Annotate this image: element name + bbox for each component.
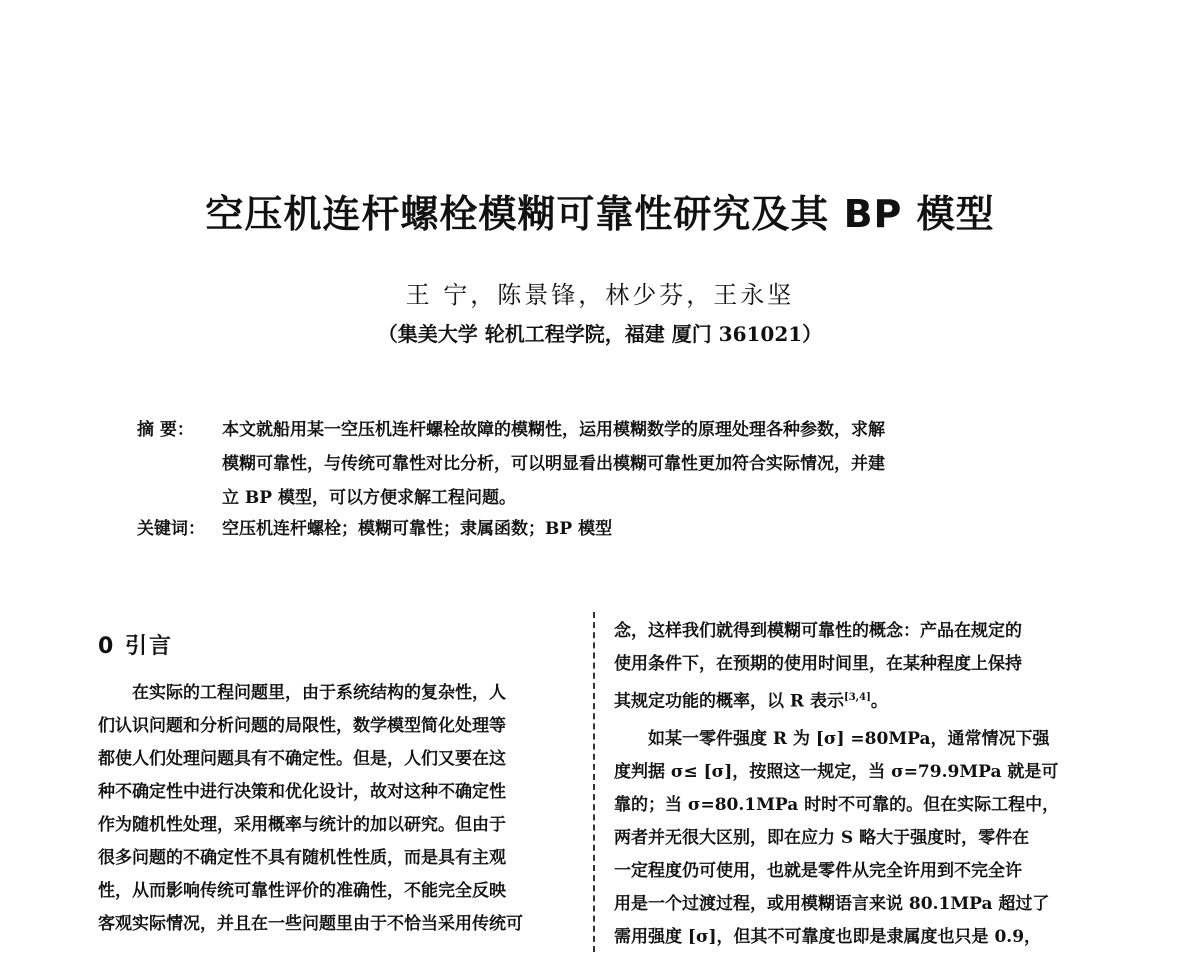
text-line: 都使人们处理问题具有不确定性。但是，人们又要在这 [98, 749, 506, 769]
abstract-line: 立 BP 模型，可以方便求解工程问题。 [222, 488, 516, 508]
text-line: 很多问题的不确定性不具有随机性性质，而是具有主观 [98, 848, 506, 868]
paragraph [98, 677, 573, 941]
paragraph [614, 723, 1094, 954]
text-line: 念，这样我们就得到模糊可靠性的概念：产品在规定的 [614, 621, 1022, 641]
right-column [614, 615, 1094, 954]
abstract-line: 模糊可靠性，与传统可靠性对比分析，可以明显看出模糊可靠性更加符合实际情况，并建 [222, 454, 885, 474]
author-list: 王 宁，陈景锋，林少芬，王永坚 [405, 281, 795, 309]
left-column [98, 630, 573, 941]
text-line: 在实际的工程问题里，由于系统结构的复杂性，人 [132, 683, 506, 703]
column-divider [593, 612, 595, 952]
text-line: 靠的；当 σ=80.1MPa 时时不可靠的。但在实际工程中， [614, 794, 1060, 815]
text-line: 两者并无很大区别，即在应力 S 略大于强度时，零件在 [614, 827, 1030, 848]
paper-title: 空压机连杆螺栓模糊可靠性研究及其 BP 模型 [205, 192, 995, 236]
affiliation: （集美大学 轮机工程学院，福建 厦门 361021） [377, 322, 823, 346]
text-line: 用是一个过渡过程，或用模糊语言来说 80.1MPa 超过了 [614, 893, 1050, 914]
text-line: 需用强度 [σ]，但其不可靠度也即是隶属度也只是 0.9， [614, 926, 1042, 947]
paragraph [614, 615, 1094, 719]
keywords [137, 514, 612, 539]
section-heading: 0 引言 [98, 634, 173, 659]
text-line: 性，从而影响传统可靠性评价的准确性，不能完全反映 [98, 881, 506, 901]
text-line: 一定程度仍可使用，也就是零件从完全许用到不完全许 [614, 860, 1022, 881]
keywords-text: 空压机连杆螺栓；模糊可靠性；隶属函数；BP 模型 [222, 519, 613, 539]
citation: [3,4] [843, 692, 871, 703]
abstract-line: 本文就船用某一空压机连杆螺栓故障的模糊性，运用模糊数学的原理处理各种参数，求解 [222, 420, 885, 440]
text-line: 作为随机性处理，采用概率与统计的加以研究。但由于 [98, 815, 506, 835]
text-line: 客观实际情况，并且在一些问题里由于不恰当采用传统可 [98, 914, 523, 934]
text-line: 种不确定性中进行决策和优化设计，故对这种不确定性 [98, 782, 506, 802]
text-line: 们认识问题和分析问题的局限性，数学模型简化处理等 [98, 716, 506, 736]
text-line: 其规定功能的概率，以 R 表示[3,4]。 [614, 691, 888, 712]
abstract [137, 413, 1047, 515]
text-line: 度判据 σ≤ [σ]，按照这一规定，当 σ=79.9MPa 就是可 [614, 761, 1059, 782]
text-line: 如某一零件强度 R 为 [σ] =80MPa，通常情况下强 [648, 728, 1050, 749]
text-line: 使用条件下，在预期的使用时间里，在某种程度上保持 [614, 654, 1022, 674]
keywords-label: 关键词： [137, 519, 205, 539]
abstract-label: 摘 要： [137, 420, 194, 440]
